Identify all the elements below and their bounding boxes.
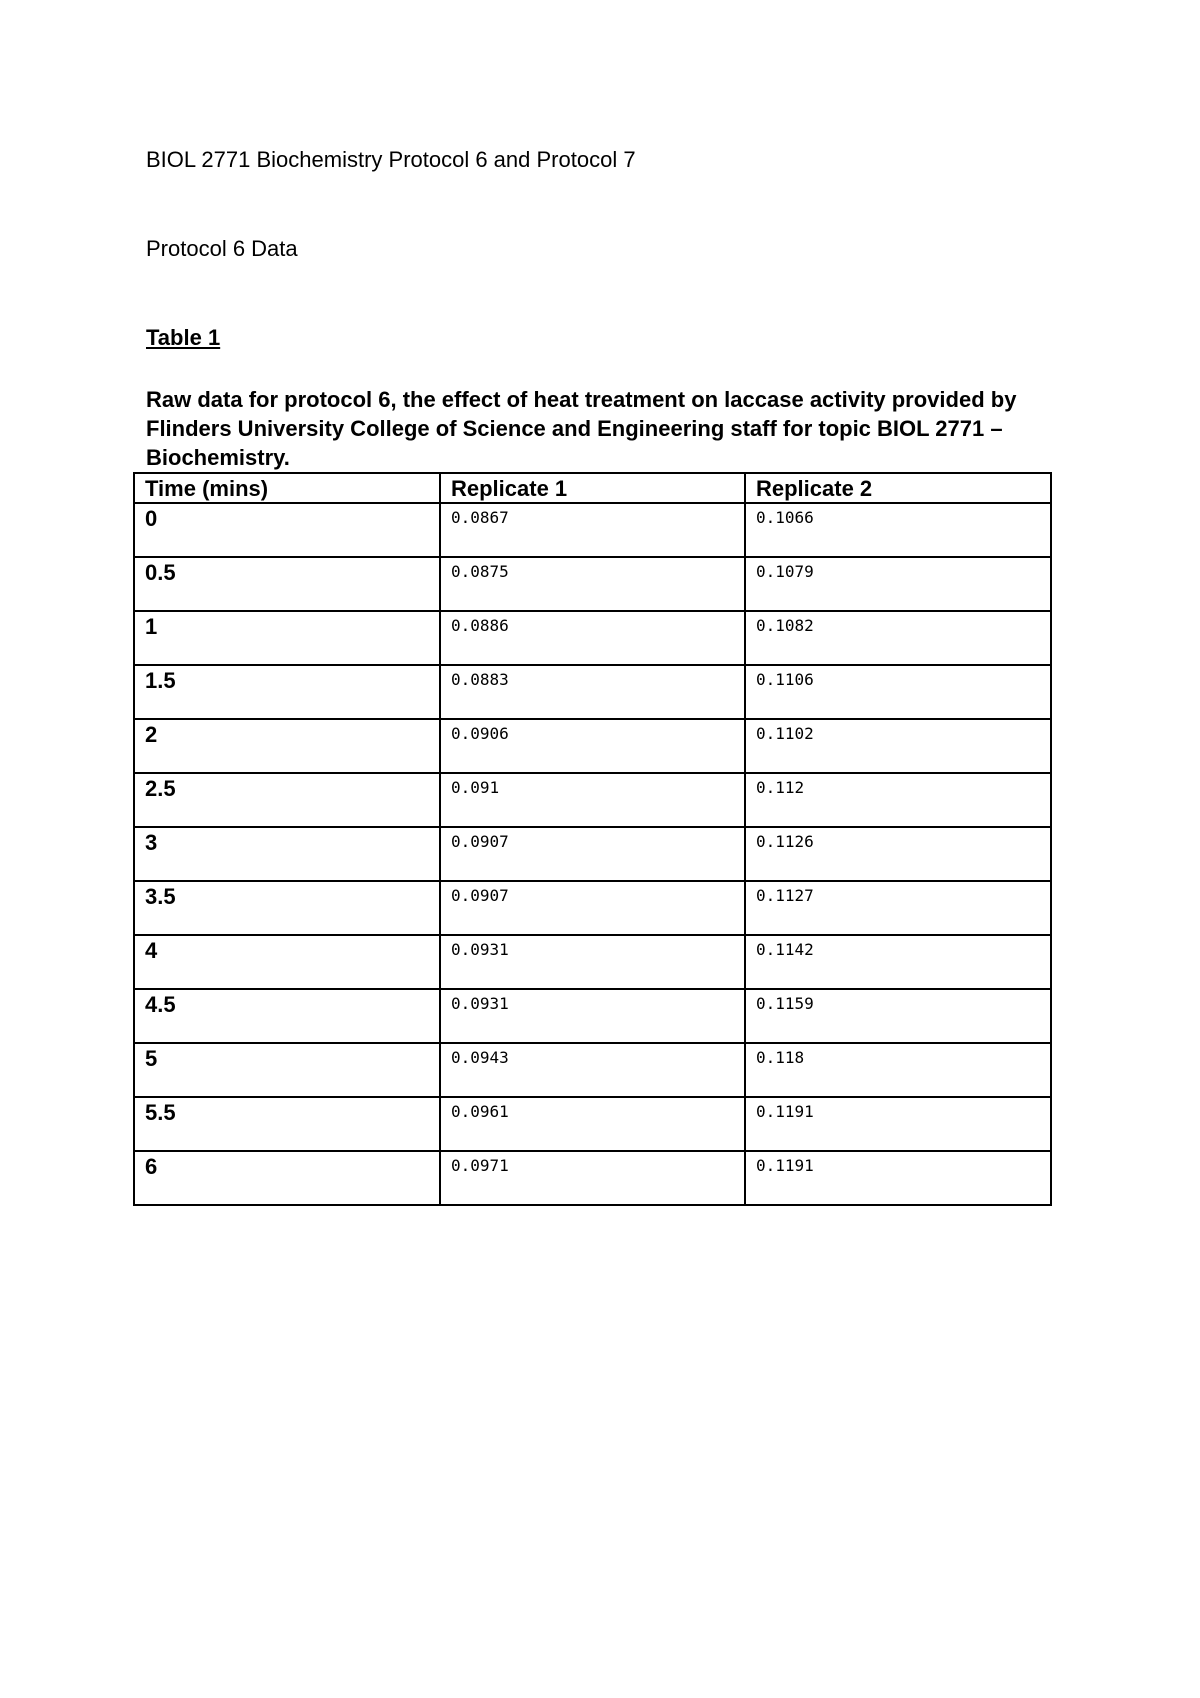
header-replicate-2: Replicate 2: [745, 473, 1051, 503]
replicate-2-cell: 0.118: [745, 1043, 1051, 1097]
replicate-1-cell: 0.0931: [440, 935, 745, 989]
replicate-2-cell: 0.112: [745, 773, 1051, 827]
replicate-2-cell: 0.1127: [745, 881, 1051, 935]
time-cell: 1.5: [134, 665, 440, 719]
time-cell: 6: [134, 1151, 440, 1205]
replicate-1-cell: 0.0906: [440, 719, 745, 773]
replicate-2-cell: 0.1082: [745, 611, 1051, 665]
time-cell: 3.5: [134, 881, 440, 935]
time-cell: 5.5: [134, 1097, 440, 1151]
table-body: [134, 503, 1051, 1205]
replicate-2-cell: 0.1079: [745, 557, 1051, 611]
data-table: [133, 472, 1052, 1206]
replicate-1-cell: 0.0971: [440, 1151, 745, 1205]
table-row: [134, 611, 1051, 665]
replicate-1-cell: 0.0883: [440, 665, 745, 719]
replicate-1-cell: 0.091: [440, 773, 745, 827]
time-cell: 1: [134, 611, 440, 665]
header-replicate-1: Replicate 1: [440, 473, 745, 503]
replicate-2-cell: 0.1191: [745, 1151, 1051, 1205]
table-row: [134, 557, 1051, 611]
table-caption: Raw data for protocol 6, the effect of heat treatment on laccase activity provided by Flinders University College of Science and Engineering staff for topic BIOL 2771 – Biochemistry.: [146, 387, 1017, 470]
replicate-2-cell: 0.1191: [745, 1097, 1051, 1151]
table-row: [134, 1097, 1051, 1151]
table-row: [134, 503, 1051, 557]
table-header-row: [134, 473, 1051, 503]
table-row: [134, 989, 1051, 1043]
table-row: [134, 773, 1051, 827]
replicate-1-cell: 0.0907: [440, 827, 745, 881]
time-cell: 5: [134, 1043, 440, 1097]
table-row: [134, 881, 1051, 935]
replicate-2-cell: 0.1159: [745, 989, 1051, 1043]
table-row: [134, 665, 1051, 719]
table-row: [134, 935, 1051, 989]
time-cell: 2: [134, 719, 440, 773]
document-title: BIOL 2771 Biochemistry Protocol 6 and Protocol 7: [146, 147, 636, 172]
replicate-2-cell: 0.1106: [745, 665, 1051, 719]
replicate-1-cell: 0.0943: [440, 1043, 745, 1097]
replicate-1-cell: 0.0886: [440, 611, 745, 665]
time-cell: 3: [134, 827, 440, 881]
replicate-1-cell: 0.0961: [440, 1097, 745, 1151]
table-row: [134, 1151, 1051, 1205]
replicate-2-cell: 0.1142: [745, 935, 1051, 989]
replicate-2-cell: 0.1102: [745, 719, 1051, 773]
replicate-1-cell: 0.0875: [440, 557, 745, 611]
header-time: Time (mins): [134, 473, 440, 503]
table-label: Table 1: [146, 325, 221, 350]
replicate-1-cell: 0.0907: [440, 881, 745, 935]
table-row: [134, 1043, 1051, 1097]
time-cell: 0: [134, 503, 440, 557]
replicate-1-cell: 0.0931: [440, 989, 745, 1043]
table-row: [134, 719, 1051, 773]
time-cell: 0.5: [134, 557, 440, 611]
time-cell: 4.5: [134, 989, 440, 1043]
replicate-2-cell: 0.1126: [745, 827, 1051, 881]
section-heading: Protocol 6 Data: [146, 236, 298, 261]
replicate-1-cell: 0.0867: [440, 503, 745, 557]
time-cell: 4: [134, 935, 440, 989]
time-cell: 2.5: [134, 773, 440, 827]
table-row: [134, 827, 1051, 881]
replicate-2-cell: 0.1066: [745, 503, 1051, 557]
